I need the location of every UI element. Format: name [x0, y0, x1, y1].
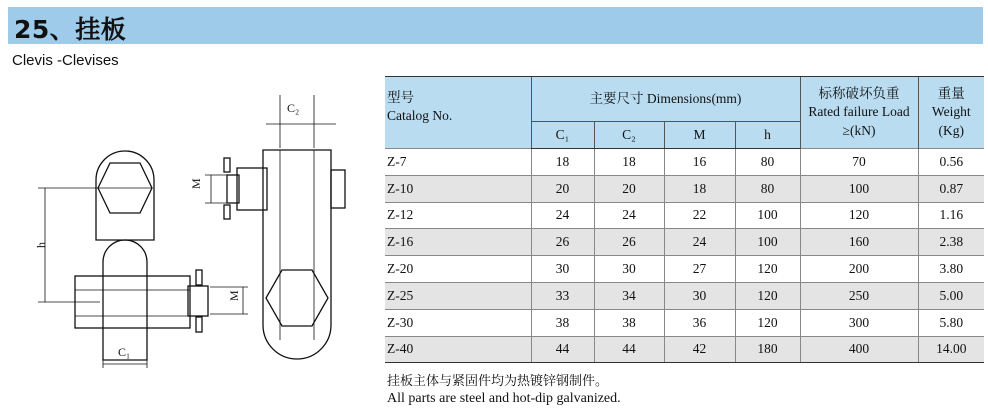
lower-plate-outline [103, 240, 147, 360]
dim-label-m-top: M [189, 178, 203, 189]
cell-m: 30 [664, 282, 735, 309]
cell-model: Z-20 [385, 256, 531, 283]
header-weight-unit: (Kg) [938, 122, 964, 138]
cell-weight: 2.38 [918, 229, 984, 256]
cell-load: 100 [800, 175, 918, 202]
cell-load: 250 [800, 282, 918, 309]
cell-h: 180 [735, 336, 800, 363]
page-title: 25、挂板 [14, 15, 127, 44]
table-body [385, 149, 984, 363]
cell-h: 100 [735, 202, 800, 229]
dim-label-h: h [34, 242, 48, 248]
cell-load: 160 [800, 229, 918, 256]
cell-c1: 26 [531, 229, 594, 256]
cell-m: 22 [664, 202, 735, 229]
cell-m: 42 [664, 336, 735, 363]
cell-model: Z-25 [385, 282, 531, 309]
table-row [385, 282, 984, 309]
header-load-cn: 标称破坏负重 [818, 86, 900, 102]
cell-c1: 20 [531, 175, 594, 202]
cell-m: 18 [664, 175, 735, 202]
header-model [385, 77, 531, 149]
cell-c1: 18 [531, 149, 594, 176]
header-weight-cn: 重量 [937, 86, 965, 102]
header-c1: C₁ [531, 122, 594, 149]
header-m: M [664, 122, 735, 149]
header-load-unit: ≥(kN) [842, 122, 876, 138]
cell-c1: 30 [531, 256, 594, 283]
cell-model: Z-10 [385, 175, 531, 202]
cell-c2: 24 [594, 202, 664, 229]
table-row [385, 175, 984, 202]
cell-load: 300 [800, 309, 918, 336]
cell-c1: 38 [531, 309, 594, 336]
cell-load: 70 [800, 149, 918, 176]
header-model-cn: 型号 [387, 90, 414, 105]
header-weight [918, 77, 984, 149]
cell-c2: 30 [594, 256, 664, 283]
header-load [800, 77, 918, 149]
side-plate-outline [263, 150, 331, 359]
header-c2: C₂ [594, 122, 664, 149]
cell-model: Z-12 [385, 202, 531, 229]
cell-c2: 34 [594, 282, 664, 309]
title-bar [8, 7, 983, 44]
dim-label-c1: C₁ [118, 345, 131, 359]
spec-table [385, 76, 984, 363]
cell-m: 36 [664, 309, 735, 336]
cell-model: Z-16 [385, 229, 531, 256]
cell-model: Z-30 [385, 309, 531, 336]
subtitle: Clevis -Clevises [12, 52, 119, 69]
note-cn: 挂板主体与紧固件均为热镀锌钢制件。 [387, 374, 609, 389]
clevis-drawing [0, 80, 380, 380]
cell-c2: 18 [594, 149, 664, 176]
side-hex-nut [266, 270, 328, 326]
cell-c2: 44 [594, 336, 664, 363]
table-row [385, 336, 984, 363]
header-weight-en: Weight [931, 104, 971, 120]
dim-label-m-bottom: M [227, 290, 241, 301]
table-row [385, 149, 984, 176]
cell-weight: 0.87 [918, 175, 984, 202]
cell-weight: 5.00 [918, 282, 984, 309]
cell-m: 16 [664, 149, 735, 176]
header-dimensions: 主要尺寸 Dimensions(mm) [531, 77, 800, 122]
table-row [385, 229, 984, 256]
cell-model: Z-40 [385, 336, 531, 363]
table-row [385, 256, 984, 283]
cell-weight: 1.16 [918, 202, 984, 229]
cell-h: 80 [735, 175, 800, 202]
cell-weight: 14.00 [918, 336, 984, 363]
dim-label-c2: C₂ [287, 101, 300, 115]
cell-model: Z-7 [385, 149, 531, 176]
cell-h: 120 [735, 282, 800, 309]
cell-c1: 33 [531, 282, 594, 309]
cell-weight: 3.80 [918, 256, 984, 283]
cell-h: 120 [735, 256, 800, 283]
cell-h: 120 [735, 309, 800, 336]
cell-m: 24 [664, 229, 735, 256]
cell-weight: 5.80 [918, 309, 984, 336]
table-row [385, 309, 984, 336]
cell-c1: 24 [531, 202, 594, 229]
upper-plate-outline [96, 151, 154, 240]
cell-c2: 26 [594, 229, 664, 256]
cell-h: 100 [735, 229, 800, 256]
header-h: h [735, 122, 800, 149]
cell-load: 200 [800, 256, 918, 283]
header-load-en: Rated failure Load [808, 104, 910, 120]
cell-h: 80 [735, 149, 800, 176]
cell-load: 120 [800, 202, 918, 229]
cell-load: 400 [800, 336, 918, 363]
cell-c1: 44 [531, 336, 594, 363]
cell-c2: 20 [594, 175, 664, 202]
cell-c2: 38 [594, 309, 664, 336]
cell-m: 27 [664, 256, 735, 283]
table-row [385, 202, 984, 229]
header-row-1 [385, 77, 984, 122]
cell-weight: 0.56 [918, 149, 984, 176]
header-model-en: Catalog No. [387, 108, 453, 124]
note-en: All parts are steel and hot-dip galvanized. [387, 391, 621, 406]
